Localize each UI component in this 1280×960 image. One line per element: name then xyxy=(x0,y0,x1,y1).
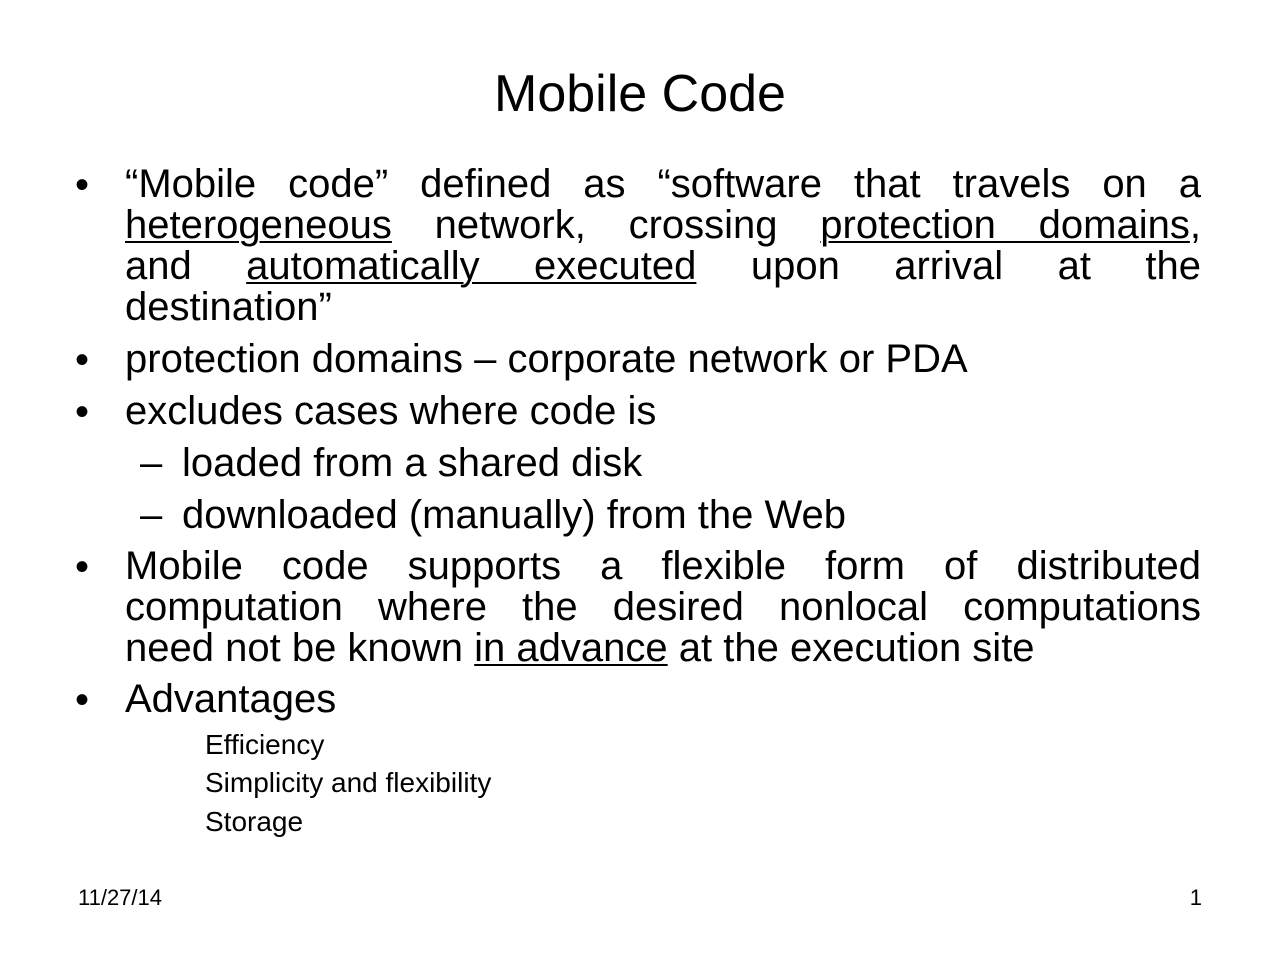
computation-line-2: computation where the desired nonlocal computations xyxy=(125,585,1201,629)
advantage-item: Efficiency xyxy=(205,729,325,760)
sub-bullet-text: loaded from a shared disk xyxy=(182,441,643,485)
term-protection-domains: protection domains xyxy=(820,203,1190,247)
definition-line-3-end: upon arrival at the xyxy=(696,244,1201,288)
bullet-text xyxy=(125,546,1201,669)
definition-line-2-mid: network, crossing xyxy=(391,203,821,247)
bullet-icon: • xyxy=(75,338,90,382)
slide-title: Mobile Code xyxy=(494,65,786,123)
term-automatically-executed: automatically executed xyxy=(246,244,697,288)
footer-date: 11/27/14 xyxy=(78,885,163,910)
bullet-icon: • xyxy=(75,390,90,434)
bullet-text: excludes cases where code is xyxy=(125,389,657,433)
bullet-text xyxy=(125,164,1201,328)
definition-line-4: destination” xyxy=(125,285,332,329)
bullet-icon: • xyxy=(75,545,90,589)
computation-line-1: Mobile code supports a flexible form of distributed xyxy=(125,544,1201,588)
definition-line-2 xyxy=(125,205,1201,246)
definition-line-3 xyxy=(125,246,1201,287)
definition-line-2-end: , xyxy=(1189,203,1201,247)
bullet-text: Advantages xyxy=(125,677,337,721)
advantage-item: Simplicity and flexibility xyxy=(205,767,492,798)
computation-line-3-start: need not be known xyxy=(125,626,475,670)
advantage-item: Storage xyxy=(205,806,304,837)
computation-line-3 xyxy=(125,628,1201,669)
sub-bullet-text: downloaded (manually) from the Web xyxy=(182,493,847,537)
term-heterogeneous: heterogeneous xyxy=(125,203,392,247)
dash-icon: – xyxy=(140,441,163,485)
term-in-advance: in advance xyxy=(474,626,668,670)
bullet-text: protection domains – corporate network or PDA xyxy=(125,337,968,381)
page-number: 1 xyxy=(1189,885,1202,910)
bullet-icon: • xyxy=(75,163,90,207)
bullet-icon: • xyxy=(75,678,90,722)
definition-line-3-start: and xyxy=(125,244,247,288)
dash-icon: – xyxy=(140,493,163,537)
definition-line-1: “Mobile code” defined as “software that travels on a xyxy=(125,162,1201,206)
computation-line-3-end: at the execution site xyxy=(667,626,1035,670)
